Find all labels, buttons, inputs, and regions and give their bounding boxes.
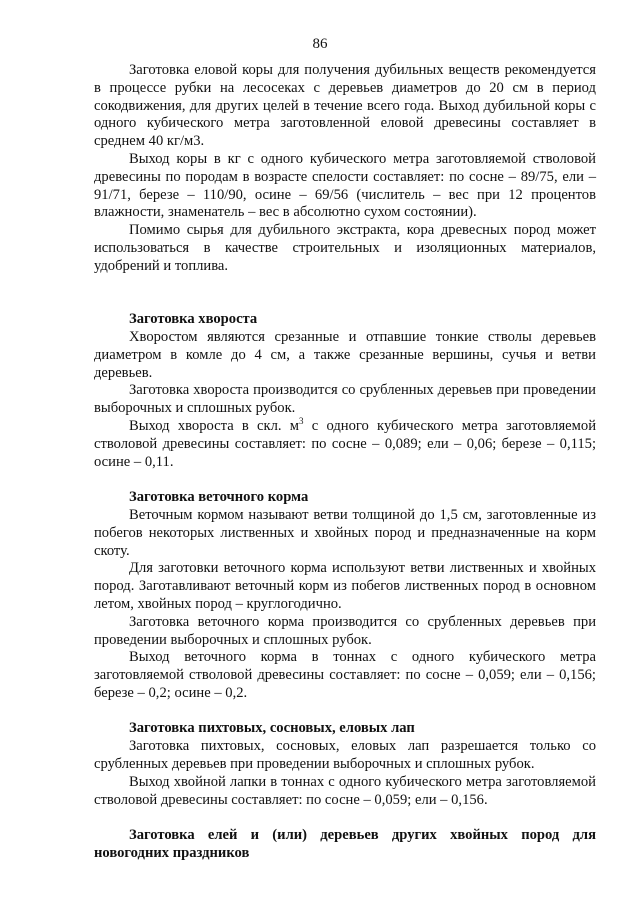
paragraph: Заготовка хвороста производится со срубленных деревьев при проведении выборочных и сплошных рубок.: [94, 382, 596, 417]
paragraph: Заготовка веточного корма производится со срубленных деревьев при проведении выборочных и сплошных рубок.: [94, 613, 596, 648]
paragraph: Веточным кормом называют ветви толщиной до 1,5 см, заготовленные из побегов некоторых лиственных и хвойных пород и предназначенные на корм скоту.: [94, 506, 596, 559]
text-run: Выход хвороста в скл. м: [129, 417, 300, 434]
paragraph: Помимо сырья для дубильного экстракта, кора древесных пород может использоваться в качестве строительных и изоляционных материалов, удобрений и топлива.: [94, 222, 596, 274]
paragraph: [94, 415, 596, 471]
section-heading-branches: Заготовка пихтовых, сосновых, еловых лап: [129, 720, 415, 737]
paragraph: Заготовка еловой коры для получения дубильных веществ рекомендуется в процессе рубки на лесосеках с деревьев диаметров до 20 см в период сокодвижения, для других целей в течение всего года. Выход дубильной коры с одного кубического метра заготовленной еловой древесины составляет в среднем 40 кг/м3.: [94, 62, 596, 150]
paragraph: Заготовка пихтовых, сосновых, еловых лап разрешается только со срубленных деревьев при проведении выборочных и сплошных рубок.: [94, 738, 596, 773]
paragraph: Выход коры в кг с одного кубического метра заготовляемой стволовой древесины по породам в возрасте спелости составляет: по сосне – 89/75, ели – 91/71, березе – 110/90, осине – 69/56 (числитель – вес при 12 процентов влажности, знаменатель – вес в абсолютно сухом состоянии).: [94, 150, 596, 221]
paragraph: Выход веточного корма в тоннах с одного кубического метра заготовляемой стволовой древесины составляет: по сосне – 0,059; ели – 0,156; березе – 0,2; осине – 0,2.: [94, 649, 596, 701]
section-heading-twig-feed: Заготовка веточного корма: [129, 489, 309, 506]
page-content: [94, 62, 596, 863]
section-heading-trees: Заготовка елей и (или) деревьев других хвойных пород для новогодних праздников: [94, 827, 596, 862]
section-heading-brushwood: Заготовка хвороста: [129, 311, 258, 328]
paragraph: Для заготовки веточного корма используют ветви лиственных и хвойных пород. Заготавливают веточный корм из побегов лиственных пород в основном летом, хвойных пород – круглогодично.: [94, 560, 596, 612]
superscript: 3: [299, 415, 304, 426]
text-run: с одного кубического метра заготовляемой стволовой древесины составляет: по сосне – 0,089; ели – 0,06; березе – 0,115; осине – 0,11.: [94, 417, 596, 470]
paragraph: Хворостом являются срезанные и отпавшие тонкие стволы деревьев диаметром в комле до 4 см, а также срезанные вершины, сучья и ветви деревьев.: [94, 328, 596, 381]
paragraph: Выход хвойной лапки в тоннах с одного кубического метра заготовляемой стволовой древесины составляет: по сосне – 0,059; ели – 0,156.: [94, 773, 596, 808]
page-number: 86: [312, 36, 328, 52]
